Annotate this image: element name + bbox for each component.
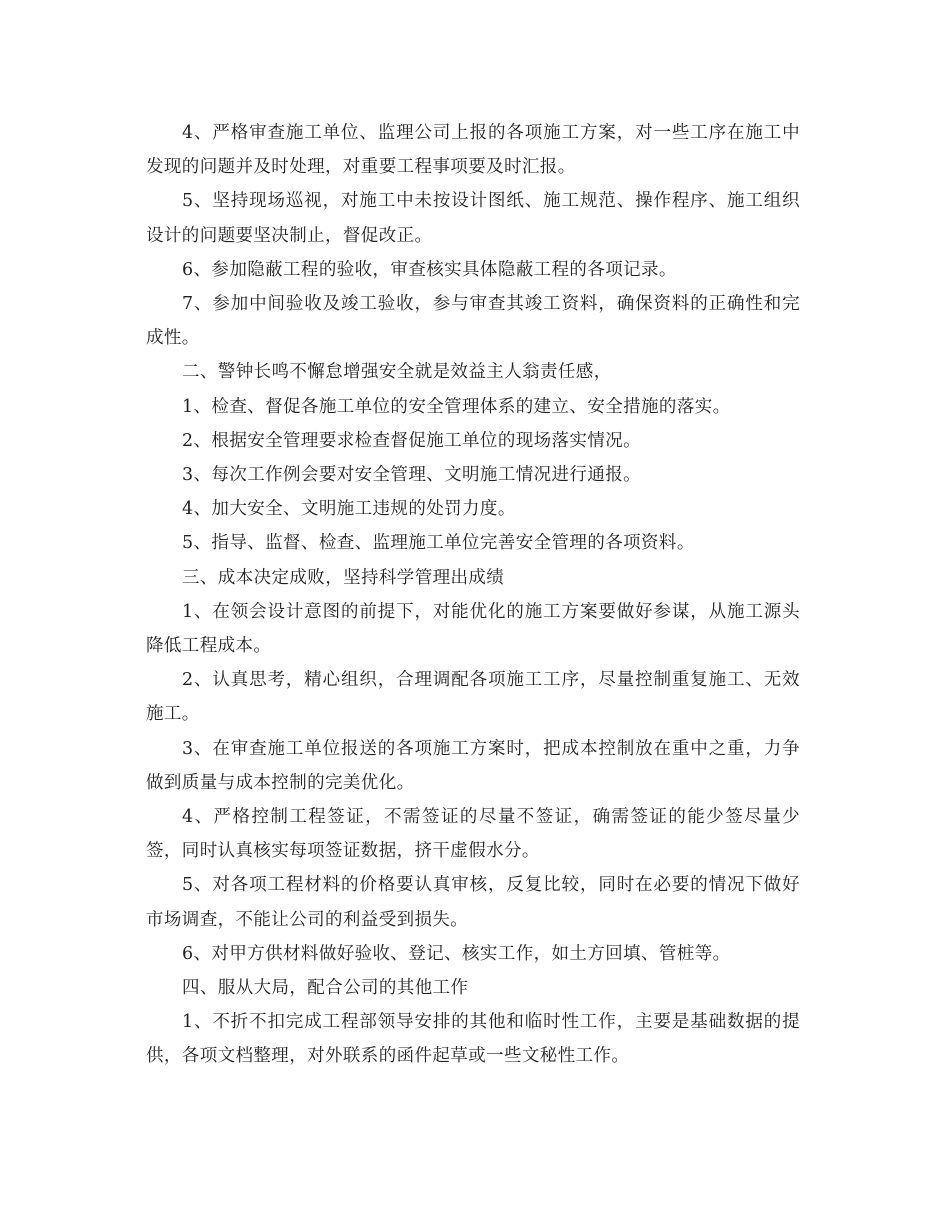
paragraph-cost-item-3: 3、在审查施工单位报送的各项施工方案时，把成本控制放在重中之重，力争做到质量与成本控制的完美优化。 [146,738,800,793]
paragraph-item-4-review-plans: 4、严格审查施工单位、监理公司上报的各项施工方案，对一些工序在施工中发现的问题并及时处理，对重要工程事项要及时汇报。 [146,123,800,178]
paragraph-item-7-acceptance: 7、参加中间验收及竣工验收，参与审查其竣工资料，确保资料的正确性和完成性。 [146,294,800,349]
section-heading-cooperation: 四、服从大局，配合公司的其他工作 [182,978,469,999]
section-heading-safety: 二、警钟长鸣不懈怠增强安全就是效益主人翁责任感， [182,362,612,383]
paragraph-item-5-site-inspection: 5、坚持现场巡视，对施工中未按设计图纸、施工规范、操作程序、施工组织设计的问题要坚决制止，督促改正。 [146,191,800,246]
section-heading-cost: 三、成本决定成败，坚持科学管理出成绩 [182,567,505,588]
paragraph-safety-item-5: 5、指导、监督、检查、监理施工单位完善安全管理的各项资料。 [182,533,695,554]
paragraph-item-6-concealed-works: 6、参加隐蔽工程的验收，审查核实具体隐蔽工程的各项记录。 [182,259,677,280]
paragraph-safety-item-3: 3、每次工作例会要对安全管理、文明施工情况进行通报。 [182,465,642,486]
paragraph-cooperation-item-1: 1、不折不扣完成工程部领导安排的其他和临时性工作，主要是基础数据的提供，各项文档整理，对外联系的函件起草或一些文秘性工作。 [146,1012,800,1067]
paragraph-cost-item-6: 6、对甲方供材料做好验收、登记、核实工作，如土方回填、管桩等。 [182,943,731,964]
paragraph-cost-item-5: 5、对各项工程材料的价格要认真审核，反复比较，同时在必要的情况下做好市场调查，不能让公司的利益受到损失。 [146,875,800,930]
paragraph-cost-item-2: 2、认真思考，精心组织，合理调配各项施工工序，尽量控制重复施工、无效施工。 [146,670,800,725]
paragraph-cost-item-4: 4、严格控制工程签证，不需签证的尽量不签证，确需签证的能少签尽量少签，同时认真核实每项签证数据，挤干虚假水分。 [146,807,800,862]
paragraph-safety-item-4: 4、加大安全、文明施工违规的处罚力度。 [182,499,516,520]
paragraph-cost-item-1: 1、在领会设计意图的前提下，对能优化的施工方案要做好参谋，从施工源头降低工程成本。 [146,601,800,657]
paragraph-safety-item-1: 1、检查、督促各施工单位的安全管理体系的建立、安全措施的落实。 [182,396,731,417]
paragraph-safety-item-2: 2、根据安全管理要求检查督促施工单位的现场落实情况。 [182,430,642,451]
document-body [146,116,800,1074]
